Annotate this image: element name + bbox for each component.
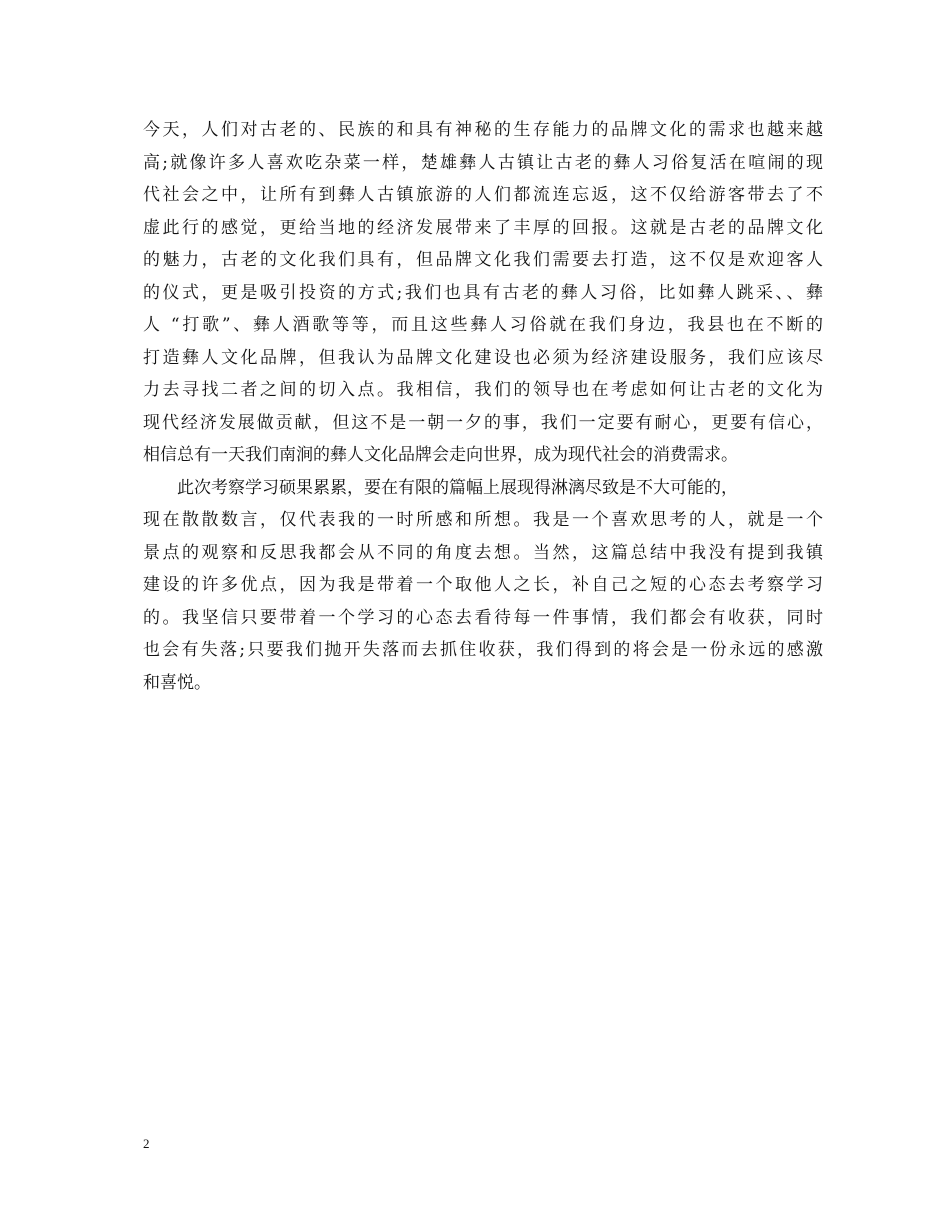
text-line: 此次考察学习硕果累累，要在有限的篇幅上展现得淋漓尽致是不大可能的， — [177, 477, 738, 498]
text-line: 景点的观察和反思我都会从不同的角度去想。当然，这篇总结中我没有提到我镇 — [143, 542, 823, 563]
text-line: 今天，人们对古老的、民族的和具有神秘的生存能力的品牌文化的需求也越来越 — [143, 120, 823, 140]
text-line: 的。我坚信只要带着一个学习的心态去看待每一件事情，我们都会有收获，同时 — [143, 607, 823, 628]
text-line: 代社会之中，让所有到彝人古镇旅游的人们都流连忘返，这不仅给游客带去了不 — [143, 185, 823, 205]
paragraph-2 — [143, 472, 823, 700]
text-line: 建设的许多优点，因为我是带着一个取他人之长，补自己之短的心态去考察学习 — [143, 575, 823, 595]
text-line: 的魅力，古老的文化我们具有，但品牌文化我们需要去打造，这不仅是欢迎客人 — [143, 250, 823, 270]
text-line: 现在散散数言，仅代表我的一时所感和所想。我是一个喜欢思考的人，就是一个 — [143, 510, 823, 530]
text-line: 现代经济发展做贡献，但这不是一朝一夕的事，我们一定要有耐心，更要有信心， — [143, 412, 823, 433]
text-line: 高;就像许多人喜欢吃杂菜一样，楚雄彝人古镇让古老的彝人习俗复活在喧闹的现 — [143, 152, 823, 173]
text-line: 相信总有一天我们南涧的彝人文化品牌会走向世界，成为现代社会的消费需求。 — [143, 445, 738, 465]
text-line: 的仪式，更是吸引投资的方式;我们也具有古老的彝人习俗，比如彝人跳采、、彝 — [143, 282, 823, 303]
text-line: 也会有失落;只要我们抛开失落而去抓住收获，我们得到的将会是一份永远的感激 — [143, 640, 823, 660]
text-line: 打造彝人文化品牌，但我认为品牌文化建设也必须为经济建设服务，我们应该尽 — [143, 347, 823, 368]
paragraph-1 — [143, 114, 823, 472]
body-text — [143, 114, 823, 699]
text-line: 虚此行的感觉，更给当地的经济发展带来了丰厚的回报。这就是古老的品牌文化 — [143, 217, 823, 238]
page-number: 2 — [143, 1136, 150, 1151]
text-line: 和喜悦。 — [143, 672, 211, 693]
text-line: 人 “打歌”、彝人酒歌等等，而且这些彝人习俗就在我们身边，我县也在不断的 — [143, 315, 823, 335]
text-line: 力去寻找二者之间的切入点。我相信，我们的领导也在考虑如何让古老的文化为 — [143, 380, 823, 400]
